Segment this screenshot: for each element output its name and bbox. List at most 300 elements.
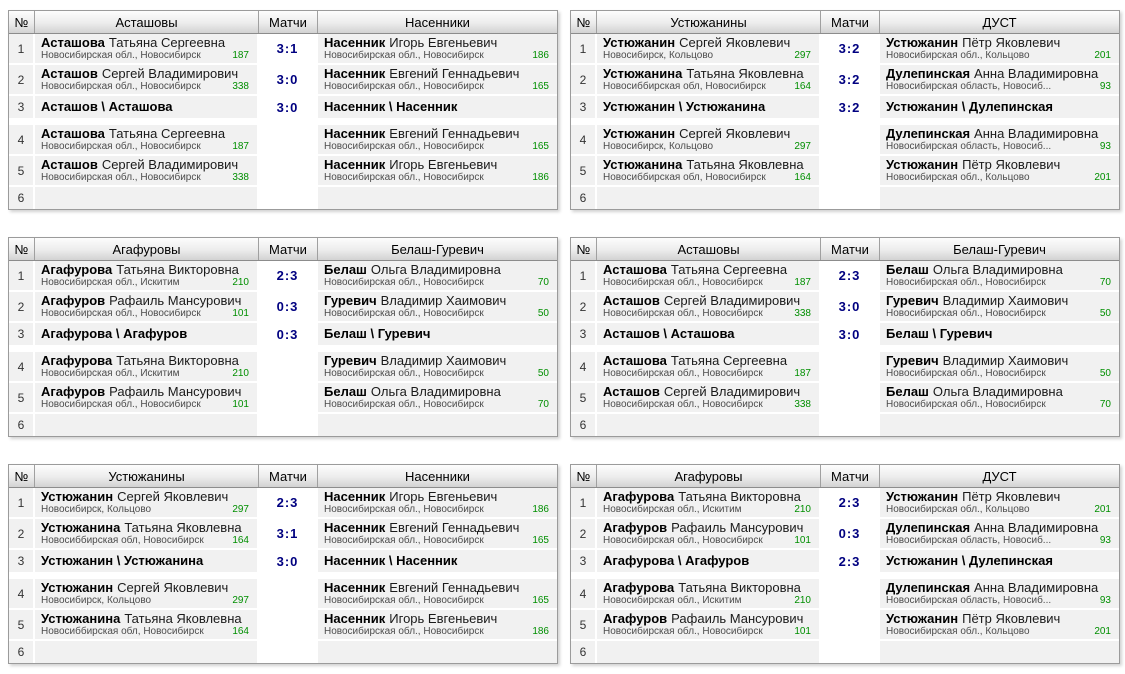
match-score[interactable] (259, 414, 316, 436)
match-score[interactable]: 3:0 (259, 65, 316, 94)
player-surname: Устюжанин (886, 35, 959, 50)
column-header-number: № (571, 465, 597, 487)
player-surname: Агафуров (41, 384, 106, 399)
match-score[interactable] (259, 125, 316, 154)
group-separator (571, 574, 1119, 577)
pair-names: Насенник \ Насенник (324, 553, 458, 568)
player-name-line (603, 353, 819, 368)
match-number: 6 (571, 187, 595, 209)
player-details-line (41, 626, 257, 638)
player-details-line (324, 535, 557, 547)
player-name-line (41, 293, 257, 308)
player-surname: Устюжанина (41, 611, 121, 626)
player-details-line (886, 172, 1119, 184)
match-number: 6 (571, 414, 595, 436)
match-score[interactable]: 3:0 (259, 96, 316, 118)
player-given-names: Владимир Хаимович (380, 293, 507, 308)
match-table (570, 237, 1120, 437)
player-left-cell (35, 550, 257, 572)
column-header-matches: Матчи (821, 11, 880, 33)
table-body (9, 488, 557, 663)
player-surname: Асташов (603, 293, 660, 308)
player-surname: Устюжанин (603, 126, 676, 141)
match-row (571, 292, 1119, 321)
player-surname: Асташова (41, 35, 105, 50)
player-surname: Устюжанин (603, 35, 676, 50)
player-right-cell (318, 488, 557, 517)
player-region: Новосибирская обл., Новосибирск (324, 504, 484, 515)
player-region: Новосибирская обл., Новосибирск (324, 595, 484, 606)
player-left-cell (35, 156, 257, 185)
match-number: 1 (571, 261, 595, 290)
match-score[interactable]: 0:3 (821, 519, 878, 548)
player-surname: Устюжанин (41, 580, 114, 595)
player-name-line (886, 126, 1119, 141)
column-header-number: № (9, 238, 35, 260)
match-row (9, 352, 557, 381)
player-name-line (886, 580, 1119, 595)
player-rating: 50 (1099, 368, 1111, 379)
match-row (571, 519, 1119, 548)
player-details-line (603, 50, 819, 62)
match-number: 4 (571, 125, 595, 154)
player-right-cell (880, 65, 1119, 94)
player-given-names: Пётр Яковлевич (962, 35, 1061, 50)
match-number: 4 (9, 125, 33, 154)
player-region: Новосибирская обл., Новосибирск (324, 172, 484, 183)
player-name-line (886, 611, 1119, 626)
match-row (571, 414, 1119, 436)
match-score[interactable] (821, 414, 878, 436)
match-score[interactable] (821, 610, 878, 639)
player-region: Новосибирская обл., Новосибирск (886, 399, 1046, 410)
player-right-cell (880, 187, 1119, 209)
player-rating: 338 (232, 81, 249, 92)
player-given-names: Игорь Евгеньевич (389, 35, 498, 50)
player-given-names: Анна Владимировна (974, 580, 1099, 595)
player-given-names: Анна Владимировна (974, 520, 1099, 535)
player-rating: 164 (794, 81, 811, 92)
player-right-cell (318, 579, 557, 608)
player-details-line (603, 535, 819, 547)
match-score[interactable]: 2:3 (259, 261, 316, 290)
player-name-line (41, 520, 257, 535)
match-number: 5 (9, 383, 33, 412)
match-row (571, 488, 1119, 517)
player-surname: Гуревич (886, 353, 939, 368)
player-rating: 50 (537, 308, 549, 319)
player-surname: Дулепинская (886, 126, 971, 141)
player-details-line (886, 141, 1119, 153)
player-region: Новосибирск, Кольцово (603, 141, 714, 152)
player-given-names: Татьяна Сергеевна (108, 35, 226, 50)
player-rating: 101 (794, 535, 811, 546)
player-left-cell (597, 579, 819, 608)
player-rating: 164 (232, 626, 249, 637)
match-score[interactable] (259, 579, 316, 608)
match-table (8, 237, 558, 437)
player-surname: Белаш (324, 262, 367, 277)
player-region: Новосибирская обл., Новосибирск (324, 277, 484, 288)
player-left-cell (35, 292, 257, 321)
player-right-cell (318, 96, 557, 118)
player-region: Новосибирская обл., Искитим (603, 504, 742, 515)
player-region: Новосибирская обл., Новосибирск (41, 172, 201, 183)
player-rating: 50 (1099, 308, 1111, 319)
column-header-matches: Матчи (821, 238, 880, 260)
player-name-line (603, 580, 819, 595)
player-rating: 338 (794, 399, 811, 410)
player-left-cell (597, 352, 819, 381)
player-surname: Агафурова (41, 262, 113, 277)
match-score[interactable]: 0:3 (259, 292, 316, 321)
player-rating: 165 (532, 141, 549, 152)
player-left-cell (35, 352, 257, 381)
player-right-cell (318, 156, 557, 185)
match-score[interactable]: 3:2 (821, 65, 878, 94)
match-number: 2 (571, 65, 595, 94)
player-details-line (603, 504, 819, 516)
player-region: Новосибирская обл., Искитим (41, 277, 180, 288)
pair-names: Белаш \ Гуревич (886, 326, 993, 341)
match-number: 5 (571, 610, 595, 639)
match-row (571, 187, 1119, 209)
player-given-names: Рафаиль Мансурович (671, 611, 804, 626)
match-score[interactable] (259, 610, 316, 639)
player-surname: Гуревич (886, 293, 939, 308)
match-number: 2 (571, 292, 595, 321)
player-given-names: Татьяна Яковлевна (686, 157, 804, 172)
player-region: Новосибирская обл., Новосибирск (41, 399, 201, 410)
match-score[interactable]: 0:3 (259, 323, 316, 345)
player-name-line (324, 580, 557, 595)
match-score[interactable]: 3:2 (821, 96, 878, 118)
player-details-line (324, 141, 557, 153)
match-row (9, 414, 557, 436)
player-surname: Устюжанин (886, 611, 959, 626)
table-header-row (571, 238, 1119, 261)
player-name-line (41, 580, 257, 595)
player-region: Новосибирская обл., Кольцово (886, 504, 1030, 515)
match-score[interactable] (821, 187, 878, 209)
match-score[interactable]: 2:3 (259, 488, 316, 517)
player-surname: Насенник (324, 66, 386, 81)
player-left-cell (35, 519, 257, 548)
player-region: Новосибирская обл., Искитим (603, 595, 742, 606)
match-row (9, 261, 557, 290)
pair-names: Асташов \ Асташова (41, 99, 173, 114)
match-score[interactable] (259, 383, 316, 412)
match-score[interactable] (821, 641, 878, 663)
player-surname: Агафурова (603, 489, 675, 504)
player-details-line (886, 595, 1119, 607)
match-score[interactable]: 3:0 (259, 550, 316, 572)
player-region: Новосибирская обл., Новосибирск (324, 308, 484, 319)
player-details-line (324, 277, 557, 289)
player-given-names: Татьяна Яковлевна (686, 66, 804, 81)
player-surname: Асташова (41, 126, 105, 141)
player-right-cell (880, 125, 1119, 154)
player-region: Новосибирская обл., Новосибирск (324, 626, 484, 637)
player-surname: Насенник (324, 35, 386, 50)
match-row (571, 641, 1119, 663)
player-rating: 186 (532, 50, 549, 61)
match-score[interactable]: 3:0 (821, 323, 878, 345)
match-row (9, 187, 557, 209)
player-surname: Устюжанина (603, 66, 683, 81)
player-given-names: Игорь Евгеньевич (389, 157, 498, 172)
player-given-names: Сергей Яковлевич (117, 580, 229, 595)
match-number: 5 (571, 156, 595, 185)
column-header-team1: Агафуровы (597, 465, 821, 487)
match-score[interactable] (821, 156, 878, 185)
column-header-team2: ДУСТ (982, 14, 1017, 30)
player-name-line (603, 262, 819, 277)
player-region: Новосибирская обл., Новосибирск (324, 81, 484, 92)
match-row (9, 641, 557, 663)
player-given-names: Евгений Геннадьевич (389, 580, 520, 595)
player-details-line (324, 595, 557, 607)
player-given-names: Рафаиль Мансурович (109, 384, 242, 399)
player-rating: 297 (232, 504, 249, 515)
player-given-names: Рафаиль Мансурович (109, 293, 242, 308)
player-name-line (603, 126, 819, 141)
player-name-line (324, 66, 557, 81)
match-row (571, 550, 1119, 572)
column-header-team1: Асташовы (35, 11, 259, 33)
player-region: Новосиббирская обл, Новосибирск (41, 626, 204, 637)
player-left-cell (35, 641, 257, 663)
column-header-team2: Белаш-Гуревич (953, 241, 1046, 257)
player-given-names: Сергей Яковлевич (679, 126, 791, 141)
player-surname: Асташов (41, 157, 98, 172)
player-surname: Белаш (886, 262, 929, 277)
player-region: Новосибирская обл., Новосибирск (324, 535, 484, 546)
match-score[interactable] (259, 187, 316, 209)
player-details-line (603, 81, 819, 93)
match-number: 1 (571, 488, 595, 517)
column-header-matches: Матчи (821, 465, 880, 487)
player-details-line (324, 50, 557, 62)
match-number: 6 (571, 641, 595, 663)
player-region: Новосибирская обл., Новосибирск (324, 399, 484, 410)
table-body (9, 261, 557, 436)
player-rating: 165 (532, 535, 549, 546)
player-name-line (324, 126, 557, 141)
player-region: Новосибирская обл., Новосибирск (603, 535, 763, 546)
player-details-line (603, 626, 819, 638)
player-details-line (41, 368, 257, 380)
table-header-row (571, 11, 1119, 34)
player-region: Новосибирск, Кольцово (603, 50, 714, 61)
player-given-names: Рафаиль Мансурович (671, 520, 804, 535)
player-details-line (886, 626, 1119, 638)
player-given-names: Татьяна Викторовна (678, 489, 801, 504)
player-surname: Насенник (324, 126, 386, 141)
player-details-line (603, 595, 819, 607)
match-row (9, 125, 557, 154)
player-surname: Устюжанин (41, 489, 114, 504)
pair-names: Насенник \ Насенник (324, 99, 458, 114)
match-score[interactable] (259, 352, 316, 381)
player-left-cell (597, 550, 819, 572)
pair-names: Устюжанин \ Дулепинская (886, 99, 1053, 114)
player-rating: 187 (794, 368, 811, 379)
match-number: 4 (571, 352, 595, 381)
match-row (9, 488, 557, 517)
player-given-names: Владимир Хаимович (942, 353, 1069, 368)
match-score[interactable] (259, 641, 316, 663)
player-given-names: Пётр Яковлевич (962, 489, 1061, 504)
player-name-line (41, 262, 257, 277)
pair-names: Агафурова \ Агафуров (603, 553, 750, 568)
player-name-line (41, 489, 257, 504)
player-rating: 187 (232, 141, 249, 152)
match-row (9, 550, 557, 572)
player-given-names: Пётр Яковлевич (962, 157, 1061, 172)
column-header-team2: Насенники (405, 14, 470, 30)
player-region: Новосибирская обл., Новосибирск (324, 50, 484, 61)
match-score[interactable]: 3:1 (259, 34, 316, 63)
player-rating: 201 (1094, 504, 1111, 515)
group-separator (571, 347, 1119, 350)
player-details-line (324, 626, 557, 638)
match-score[interactable]: 3:0 (821, 292, 878, 321)
pair-names: Агафурова \ Агафуров (41, 326, 188, 341)
match-row (9, 292, 557, 321)
match-row (571, 34, 1119, 63)
match-row (571, 383, 1119, 412)
player-given-names: Сергей Владимирович (663, 293, 801, 308)
player-region: Новосибирская обл., Новосибирск (324, 368, 484, 379)
match-number: 5 (9, 610, 33, 639)
pair-names: Белаш \ Гуревич (324, 326, 431, 341)
player-right-cell (318, 323, 557, 345)
match-score[interactable]: 3:1 (259, 519, 316, 548)
player-surname: Асташов (603, 384, 660, 399)
player-rating: 210 (794, 504, 811, 515)
player-region: Новосибирская обл., Новосибирск (886, 308, 1046, 319)
match-number: 4 (571, 579, 595, 608)
player-name-line (603, 293, 819, 308)
pair-names: Асташов \ Асташова (603, 326, 735, 341)
player-name-line (324, 324, 557, 344)
pair-names: Устюжанин \ Устюжанина (603, 99, 766, 114)
match-row (571, 579, 1119, 608)
match-score[interactable] (821, 125, 878, 154)
player-right-cell (318, 187, 557, 209)
player-name-line (886, 489, 1119, 504)
match-score[interactable]: 2:3 (821, 261, 878, 290)
match-row (571, 352, 1119, 381)
player-left-cell (597, 292, 819, 321)
match-number: 1 (571, 34, 595, 63)
table-body (571, 488, 1119, 663)
player-surname: Гуревич (324, 353, 377, 368)
player-right-cell (880, 488, 1119, 517)
player-left-cell (597, 641, 819, 663)
match-row (9, 323, 557, 345)
player-right-cell (880, 261, 1119, 290)
match-score[interactable] (259, 156, 316, 185)
player-name-line (324, 611, 557, 626)
player-left-cell (35, 610, 257, 639)
player-given-names: Сергей Яковлевич (679, 35, 791, 50)
match-number: 3 (571, 550, 595, 572)
group-separator (571, 120, 1119, 123)
player-details-line (324, 308, 557, 320)
player-region: Новосиббирская обл, Новосибирск (603, 81, 766, 92)
player-details-line (886, 50, 1119, 62)
player-surname: Насенник (324, 520, 386, 535)
player-surname: Устюжанина (41, 520, 121, 535)
table-header-row (571, 465, 1119, 488)
player-name-line (603, 157, 819, 172)
player-details-line (324, 172, 557, 184)
player-region: Новосиббирская обл, Новосибирск (603, 172, 766, 183)
player-details-line (41, 81, 257, 93)
match-row (571, 65, 1119, 94)
player-surname: Насенник (324, 611, 386, 626)
player-details-line (886, 368, 1119, 380)
player-name-line (41, 353, 257, 368)
match-score[interactable] (821, 383, 878, 412)
player-name-line (324, 157, 557, 172)
player-left-cell (35, 187, 257, 209)
player-given-names: Сергей Яковлевич (117, 489, 229, 504)
player-left-cell (35, 488, 257, 517)
player-name-line (41, 35, 257, 50)
match-row (571, 96, 1119, 118)
player-given-names: Татьяна Яковлевна (124, 520, 242, 535)
player-rating: 70 (1099, 399, 1111, 410)
table-body (571, 261, 1119, 436)
player-left-cell (35, 323, 257, 345)
player-region: Новосибирская обл., Новосибирск (324, 141, 484, 152)
player-name-line (324, 35, 557, 50)
match-score[interactable] (821, 579, 878, 608)
player-right-cell (318, 292, 557, 321)
match-score[interactable] (821, 352, 878, 381)
player-left-cell (597, 414, 819, 436)
player-region: Новосиббирская обл, Новосибирск (41, 535, 204, 546)
match-number: 2 (9, 519, 33, 548)
player-rating: 93 (1099, 595, 1111, 606)
column-header-number: № (571, 11, 597, 33)
player-name-line (41, 384, 257, 399)
match-score[interactable]: 2:3 (821, 488, 878, 517)
match-number: 3 (571, 323, 595, 345)
player-name-line (886, 324, 1119, 344)
match-number: 1 (9, 34, 33, 63)
match-score[interactable]: 2:3 (821, 550, 878, 572)
match-row (571, 261, 1119, 290)
table-body (9, 34, 557, 209)
player-right-cell (318, 414, 557, 436)
player-name-line (324, 384, 557, 399)
player-right-cell (880, 34, 1119, 63)
table-header-row (9, 465, 557, 488)
match-table (570, 10, 1120, 210)
player-region: Новосибирск, Кольцово (41, 504, 152, 515)
player-details-line (41, 141, 257, 153)
player-details-line (324, 399, 557, 411)
column-header-team1: Устюжанины (597, 11, 821, 33)
table-body (571, 34, 1119, 209)
player-rating: 164 (794, 172, 811, 183)
column-header-team1: Асташовы (597, 238, 821, 260)
match-score[interactable]: 3:2 (821, 34, 878, 63)
